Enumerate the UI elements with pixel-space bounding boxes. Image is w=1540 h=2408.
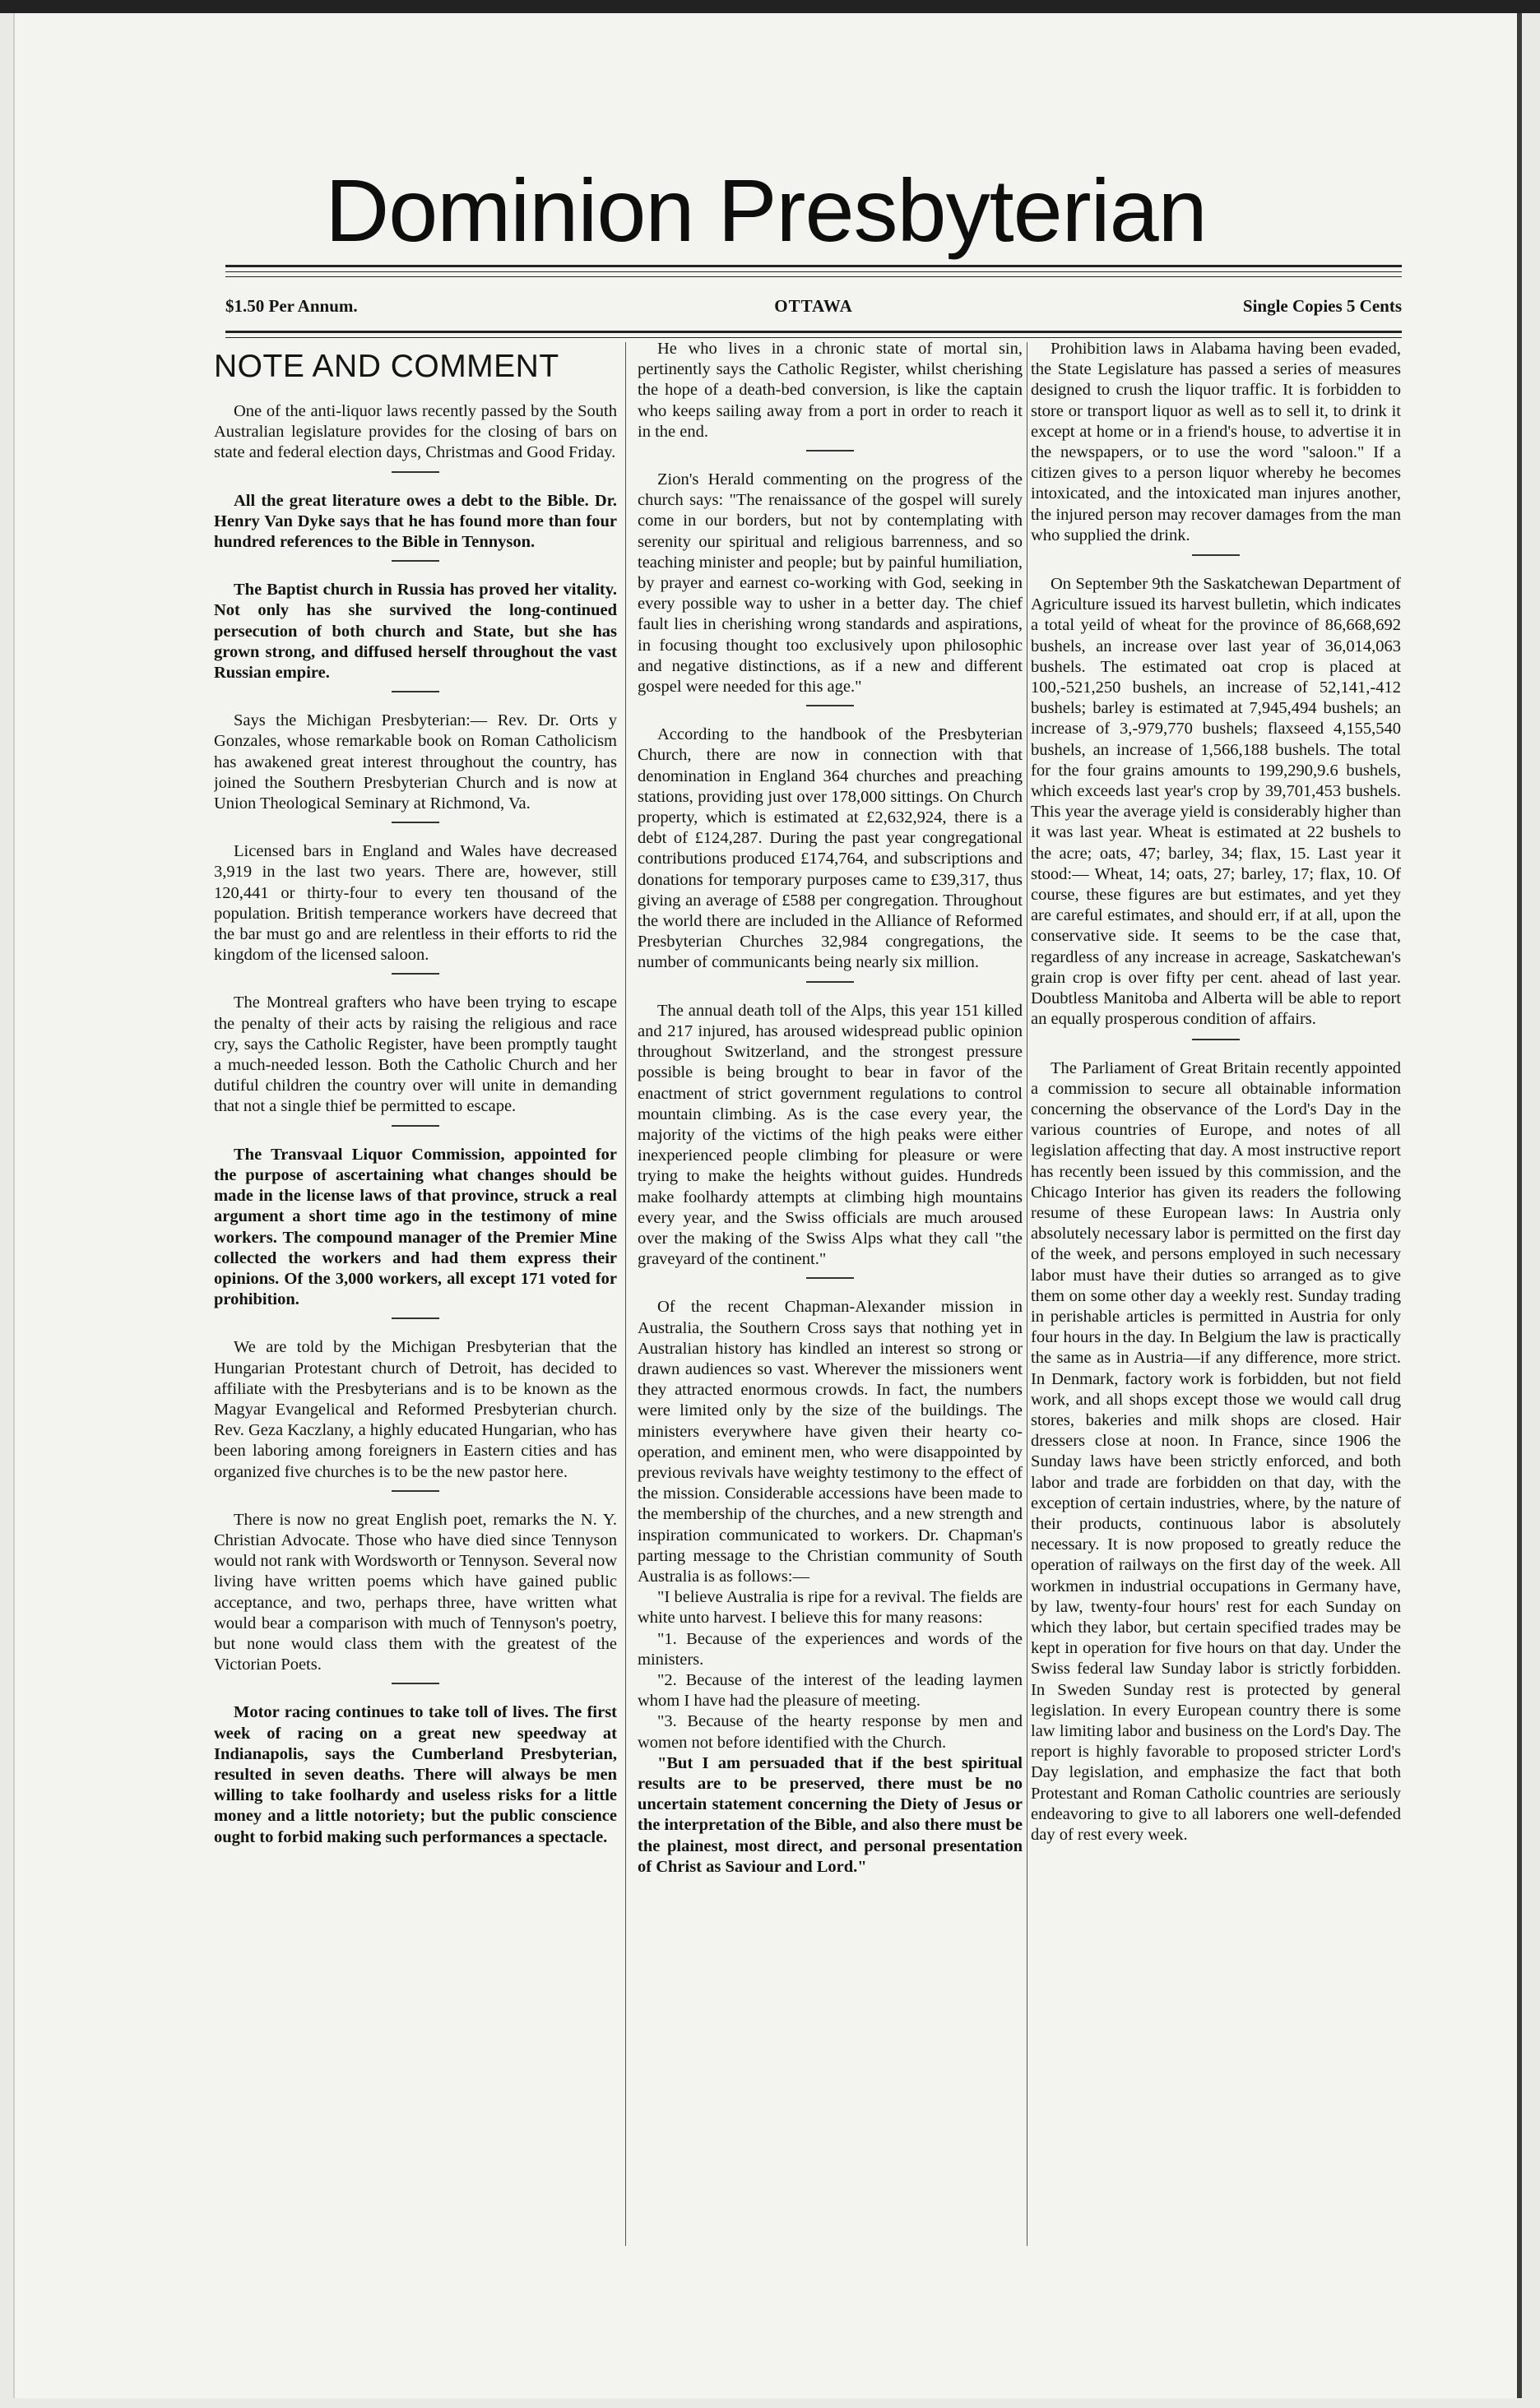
article-separator <box>806 705 854 706</box>
article-separator <box>392 1317 439 1319</box>
article-paragraph: On September 9th the Saskatchewan Department of Agriculture issued its harvest bulletin, which indicates a total yeild of wheat for the province of 86,668,692 bushels, an increase over last year of 36,014,063 bushels. The estimated oat crop is placed at 100,-521,250 bushels, an increase of 52,141,-412 bushels; barley is estimated at 7,945,494 bushels; an increase of 3,-979,770 bushels; flaxseed 4,155,540 bushels, an increase of 1,566,188 bushels. The total for the four grains amounts to 199,290,9.6 bushels, which exceeds last year's crop by 39,701,453 bushels. This year the average yield is considerably higher than it was last year. Wheat is estimated at 22 bushels to the acre; oats, 47; barley, 34; flax, 15. Last year it stood:— Wheat, 14; oats, 27; barley, 17; flax, 10. Of course, these figures are but estimates, and yet they are careful estimates, and should err, if at all, upon the conservative side. It seems to be the case that, regardless of any increase in acreage, Saskatchewan's grain crop is over fifty per cent. ahead of last year. Doubtless Manitoba and Alberta will be able to report an equally prosperous condition of affairs. <box>1031 575 1401 1029</box>
article-separator <box>392 1490 439 1492</box>
article-paragraph: The Baptist church in Russia has proved her vitality. Not only has she survived the long-continued persecution of both church and State, but she has grown strong, and diffused herself throughout the vast Russian empire. <box>214 581 617 683</box>
article-separator <box>806 981 854 983</box>
article-separator <box>392 973 439 975</box>
article-paragraph: Prohibition laws in Alabama having been evaded, the State Legislature has passed a series of measures designed to crush the liquor traffic. It is forbidden to store or transport liquor as well as to sell it, to drink it except at home or in a friend's house, to advertise it in the newspapers, or to use the word "saloon." If a citizen gives to a person liquor whereby he becomes intoxicated, and the intoxicated man injures another, the injured person may recover damages from the man who supplied the drink. <box>1031 340 1401 544</box>
article-paragraph: "But I am persuaded that if the best spiritual results are to be preserved, there must be no uncertain statement concerning the Diety of Jesus or the interpretation of the Bible, and also there must be the plainest, most direct, and personal presentation of Christ as Saviour and Lord." <box>638 1753 1023 1876</box>
article-paragraph: He who lives in a chronic state of mortal sin, pertinently says the Catholic Register, whilst cherishing the hope of a death-bed conversion, is like the captain who keeps sailing away from a port in order to reach it in the end. <box>638 340 1023 441</box>
masthead-rule-top <box>225 265 1402 281</box>
newspaper-page <box>13 13 1522 2398</box>
article-paragraph: "3. Because of the hearty response by men and women not before identified with the Church. <box>638 1712 1023 1752</box>
article-paragraph: "2. Because of the interest of the leading laymen whom I have had the pleasure of meeting. <box>638 1670 1023 1711</box>
article-paragraph: According to the handbook of the Presbyterian Church, there are now in connection with that denomination in England 364 churches and preaching stations, providing just over 178,000 sittings. On Church property, which is estimated at £2,632,924, there is a debt of £124,287. During the past year congregational contributions produced £174,764, and subscriptions and donations for temporary purposes came to £39,317, thus giving an average of £588 per congregation. Throughout the world there are included in the Alliance of Reformed Presbyterian Churches 32,984 congregations, the number of communicants being nearly six million. <box>638 725 1023 972</box>
article-paragraph: "1. Because of the experiences and words of the ministers. <box>638 1629 1023 1669</box>
article-paragraph: The Transvaal Liquor Commission, appointed for the purpose of ascertaining what changes should be made in the license laws of that province, struck a real argument a short time ago in the testimony of mine workers. The compound manager of the Premier Mine collected the workers and had them express their opinions. Of the 3,000 workers, all except 171 voted for prohibition. <box>214 1145 617 1309</box>
section-heading: NOTE AND COMMENT <box>214 349 559 384</box>
article-separator <box>392 1683 439 1684</box>
column-2 <box>638 339 1023 2250</box>
masthead-title: Dominion Presbyterian <box>325 160 1207 260</box>
column-1 <box>214 339 617 2250</box>
article-separator <box>392 560 439 562</box>
column-3 <box>1031 339 1401 2250</box>
article-paragraph: The annual death toll of the Alps, this year 151 killed and 217 injured, has aroused widespread public opinion throughout Switzerland, and the strongest pressure possible is being brought to bear in favor of the enactment of strict government regulations to control mountain climbing. As is the case every year, the majority of the victims of the high peaks were either inexperienced people climbing for pleasure or were trying to make the heights without guides. Hundreds make foolhardy attempts at climbing high mountains every year, and the Swiss officials are much aroused over the making of the Swiss Alps what they call "the graveyard of the continent." <box>638 1001 1023 1269</box>
article-paragraph: Says the Michigan Presbyterian:— Rev. Dr. Orts y Gonzales, whose remarkable book on Roman Catholicism has awakened great interest throughout the country, has joined the Southern Presbyterian Church and is now at Union Theological Seminary at Richmond, Va. <box>214 711 617 813</box>
article-separator <box>806 450 854 452</box>
article-separator <box>392 1125 439 1127</box>
article-separator <box>1192 1039 1240 1040</box>
column-divider <box>625 342 626 2246</box>
article-paragraph: All the great literature owes a debt to the Bible. Dr. Henry Van Dyke says that he has found more than four hundred references to the Bible in Tennyson. <box>214 491 617 552</box>
single-copy-price: Single Copies 5 Cents <box>1242 296 1402 316</box>
article-paragraph: Zion's Herald commenting on the progress of the church says: "The renaissance of the gospel will surely come in our borders, but not by contemplating with serenity our spiritual and religious barrenness, and so teaching minister and people; but by painful humiliation, by prayer and earnest co-working with God, seeking in every possible way to usher in a better day. The chief fault lies in cherishing wrong standards and aspirations, in focusing thought too exclusively upon philosophic and negative distinctions, as if a new and different gospel were needed for this age." <box>638 470 1023 697</box>
article-paragraph: Licensed bars in England and Wales have decreased 3,919 in the last two years. There are, however, still 120,441 or thirty-four to every ten thousand of the population. British temperance workers have decreed that the bar must go and are relentless in their efforts to rid the kingdom of the licensed saloon. <box>214 842 617 965</box>
article-paragraph: "I believe Australia is ripe for a revival. The fields are white unto harvest. I believe this for many reasons: <box>638 1588 1023 1628</box>
article-separator <box>806 1277 854 1279</box>
subscription-price: $1.50 Per Annum. <box>225 296 358 316</box>
article-paragraph: We are told by the Michigan Presbyterian that the Hungarian Protestant church of Detroit, has decided to affiliate with the Presbyterians and is to be known as the Magyar Evangelical and Reformed Presbyterian church. Rev. Geza Kaczlany, a highly educated Hungarian, who has been laboring among foreigners in Eastern cities and has organized five churches is to be the new pastor here. <box>214 1338 617 1481</box>
article-paragraph: There is now no great English poet, remarks the N. Y. Christian Advocate. Those who have died since Tennyson would not rank with Wordsworth or Tennyson. Several now living have written poems which have gained public acceptance, and two, perhaps three, have written what would bear a comparison with much of Tennyson's poetry, but none would class them with the greatest of the Victorian Poets. <box>214 1510 617 1674</box>
dateline <box>225 289 1402 322</box>
publication-city: OTTAWA <box>774 296 853 316</box>
article-paragraph: One of the anti-liquor laws recently passed by the South Australian legislature provides for the closing of bars on state and federal election days, Christmas and Good Friday. <box>214 402 617 462</box>
article-paragraph: Motor racing continues to take toll of lives. The first week of racing on a great new speedway at Indianapolis, says the Cumberland Presbyterian, resulted in seven deaths. There will always be men willing to take foolhardy and useless risks for a little money and a little notoriety; but the public conscience ought to forbid making such performances a spectacle. <box>214 1703 617 1846</box>
article-separator <box>392 822 439 823</box>
article-separator <box>392 691 439 692</box>
article-paragraph: The Parliament of Great Britain recently appointed a commission to secure all obtainable information concerning the observance of the Lord's Day in the various countries of Europe, and notes of all legislation affecting that day. A most instructive report has recently been issued by this commission, and the Chicago Interior has given its readers the following resume of these European laws: In Austria only absolutely necessary labor is permitted on the first day of the week, and persons employed in such necessary labor must have their duties so arranged as to give them on some other day a weekly rest. Sunday trading in perishable articles is permitted in Austria for only four hours in the day. In Belgium the law is practically the same as in Austria—if any difference, more strict. In Denmark, factory work is forbidden, but not field work, and all shops except those we would call drug stores, bakeries and milk shops are closed. Hair dressers close at noon. In France, since 1906 the Sunday laws have been strictly enforced, and both labor and trade are forbidden on that day, with the exception of certain industries, where, by the nature of their products, continuous labor is absolutely necessary. It is now proposed to greatly reduce the operation of railways on the first day of the week. All workmen in industrial occupations in Germany have, by law, twenty-four hours' rest for each Sunday on which they labor, but certain specified trades may be kept in operation for five hours on that day. Under the Swiss federal law Sunday labor is strictly forbidden. In Sweden Sunday rest is protected by general legislation. In every European country there is some law limiting labor and business on the Lord's Day. The report is highly favorable to proposed stricter Lord's Day legislation, and emphasize the fact that both Protestant and Roman Catholic countries are seriously endeavoring to give to all laborers one well-defended day of rest every week. <box>1031 1058 1401 1845</box>
article-separator <box>1192 554 1240 556</box>
article-paragraph: Of the recent Chapman-Alexander mission in Australia, the Southern Cross says that nothing yet in Australian history has kindled an interest so strong or drawn audiences so vast. Wherever the missioners went they attracted enormous crowds. In fact, the numbers were limited only by the size of the buildings. The ministers everywhere have given their hearty co-operation, and eminent men, who were disappointed by previous revivals have weighty testimony to the effect of the mission. Considerable accessions have been made to the membership of the churches, and a new strength and inspiration communicated to workers. Dr. Chapman's parting message to the Christian community of South Australia is as follows:— <box>638 1298 1023 1586</box>
article-paragraph: The Montreal grafters who have been trying to escape the penalty of their acts by raising the religious and race cry, says the Catholic Register, have been promptly taught a much-needed lesson. Both the Catholic Church and her dutiful children the country over will unite in demanding that not a single thief be permitted to escape. <box>214 993 617 1116</box>
article-separator <box>392 471 439 473</box>
scan-top-border <box>0 0 1540 13</box>
